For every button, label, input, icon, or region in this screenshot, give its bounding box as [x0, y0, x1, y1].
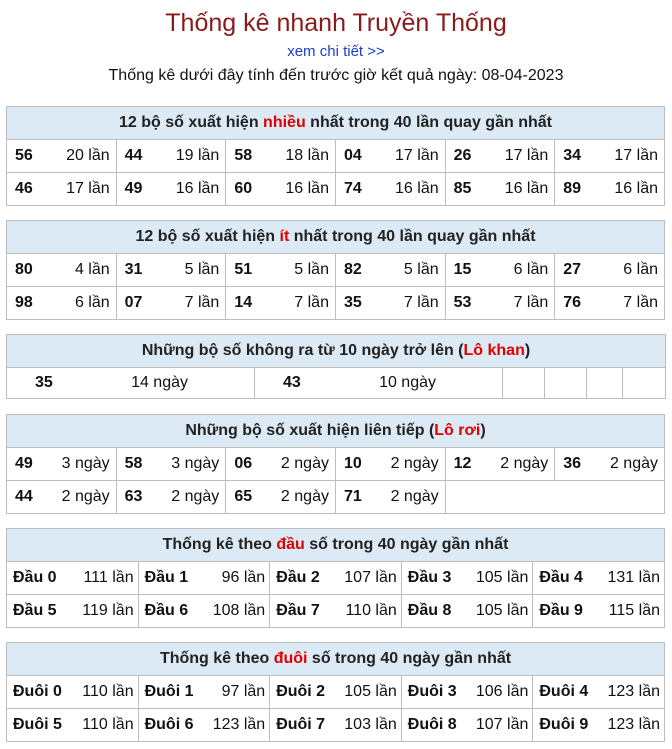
stat-key: Đuôi 2 — [276, 683, 326, 700]
stat-cell — [533, 595, 665, 628]
stat-value: 96 lần — [221, 569, 266, 586]
stat-cell — [226, 254, 336, 287]
stat-key: 58 — [124, 455, 143, 472]
stat-cell — [335, 140, 445, 173]
stat-key: Đầu 2 — [276, 569, 320, 586]
stat-cell — [226, 173, 336, 206]
stat-value: 16 lần — [395, 180, 439, 197]
stat-cell — [533, 562, 665, 595]
stat-cell — [555, 140, 665, 173]
stat-cell — [138, 709, 270, 742]
stat-cell — [445, 140, 555, 173]
stat-key: 14 — [234, 294, 253, 311]
stat-cell — [445, 173, 555, 206]
stat-key: 34 — [563, 147, 582, 164]
dau-stats-header: Thống kê theo đầu số trong 40 ngày gần nhất — [7, 529, 665, 562]
stat-value: 105 lần — [475, 602, 529, 619]
stat-value: 110 lần — [82, 716, 134, 733]
stat-key: Đầu 4 — [539, 569, 583, 586]
stat-value: 16 lần — [175, 180, 220, 197]
stat-value: 2 ngày — [280, 455, 329, 472]
lo-roi-header: Những bộ số xuất hiện liên tiếp (Lô rơi) — [7, 415, 665, 448]
stat-cell — [116, 448, 226, 481]
stat-key: 98 — [15, 294, 33, 311]
stat-cell — [7, 481, 117, 514]
stat-key: Đuôi 9 — [539, 716, 589, 733]
stat-cell — [445, 254, 555, 287]
stat-value: 2 ngày — [61, 488, 110, 505]
stat-key: Đầu 1 — [144, 569, 189, 586]
stat-value: 103 lần — [344, 716, 397, 733]
page-header — [0, 0, 672, 88]
stat-value: 111 lần — [83, 569, 134, 586]
stat-value: 105 lần — [344, 683, 397, 700]
stat-value: 2 ngày — [171, 488, 220, 505]
stat-value: 6 lần — [513, 261, 549, 278]
stat-value: 2 ngày — [390, 488, 439, 505]
empty-cell — [545, 368, 587, 399]
stat-cell — [335, 173, 445, 206]
least-frequent-header: 12 bộ số xuất hiện ít nhất trong 40 lần quay gần nhất — [7, 221, 665, 254]
lo-khan-item: 35 14 ngày — [7, 368, 255, 399]
lo-khan-table — [6, 334, 666, 399]
stat-value: 17 lần — [395, 147, 439, 164]
stat-key: Đầu 5 — [13, 602, 57, 619]
stat-key: 31 — [124, 261, 143, 278]
stat-key: 80 — [15, 261, 33, 278]
stat-value: 123 lần — [212, 716, 266, 733]
page-title: Thống kê nhanh Truyền Thống — [165, 9, 507, 37]
stat-cell — [116, 140, 226, 173]
stat-key: 10 — [343, 455, 362, 472]
stat-value: 123 lần — [607, 683, 660, 700]
stat-key: 85 — [453, 180, 472, 197]
stat-key: 51 — [234, 261, 253, 278]
stat-cell — [401, 562, 533, 595]
stat-key: 46 — [15, 180, 33, 197]
stat-value: 16 lần — [504, 180, 549, 197]
stat-key: Đầu 8 — [407, 602, 452, 619]
stat-cell — [7, 140, 117, 173]
stat-key: 49 — [15, 455, 33, 472]
stat-value: 7 lần — [623, 294, 658, 311]
stat-cell — [226, 140, 336, 173]
stat-key: Đuôi 3 — [407, 683, 457, 700]
stat-value: 2 ngày — [609, 455, 658, 472]
stat-value: 110 lần — [82, 683, 134, 700]
stat-cell — [7, 676, 139, 709]
stat-cell — [555, 287, 665, 320]
stat-value: 5 lần — [294, 261, 329, 278]
stat-value: 2 ngày — [500, 455, 549, 472]
stat-value: 6 lần — [623, 261, 658, 278]
empty-cell — [587, 368, 623, 399]
stat-cell — [116, 287, 226, 320]
stat-cell — [7, 595, 139, 628]
stat-value: 16 lần — [285, 180, 329, 197]
stat-value: 108 lần — [212, 602, 266, 619]
duoi-stats-table — [6, 642, 665, 742]
stat-key: 44 — [124, 147, 143, 164]
stat-value: 17 lần — [66, 180, 110, 197]
stat-cell — [555, 173, 665, 206]
stat-key: Đầu 9 — [539, 602, 583, 619]
stat-key: 82 — [343, 261, 362, 278]
stat-cell — [270, 709, 402, 742]
empty-cell — [445, 481, 664, 514]
stat-key: Đuôi 4 — [539, 683, 589, 700]
stat-value: 115 lần — [608, 602, 660, 619]
stat-key: Đầu 7 — [276, 602, 320, 619]
stat-cell — [555, 254, 665, 287]
least-frequent-table — [6, 220, 665, 320]
stat-value: 97 lần — [221, 683, 266, 700]
stat-value: 16 lần — [614, 180, 658, 197]
stat-value: 6 lần — [74, 294, 110, 311]
stat-value: 3 ngày — [61, 455, 110, 472]
stat-key: 74 — [343, 180, 362, 197]
stat-key: 04 — [343, 147, 362, 164]
stat-value: 106 lần — [475, 683, 529, 700]
stat-cell — [445, 448, 555, 481]
stat-key: Đầu 6 — [144, 602, 189, 619]
stat-key: 76 — [563, 294, 582, 311]
view-details-link[interactable]: xem chi tiết >> — [287, 43, 385, 60]
stat-value: 4 lần — [74, 261, 110, 278]
stat-key: 56 — [15, 147, 33, 164]
stat-cell — [226, 448, 336, 481]
lo-khan-item: 43 10 ngày — [255, 368, 503, 399]
stat-cell — [270, 676, 402, 709]
stat-cell — [7, 287, 117, 320]
empty-cell — [503, 368, 545, 399]
stat-value: 3 ngày — [171, 455, 220, 472]
stat-cell — [138, 562, 270, 595]
stat-key: 65 — [234, 488, 253, 505]
stat-key: Đuôi 8 — [407, 716, 457, 733]
stat-cell — [445, 287, 555, 320]
stat-value: 7 lần — [513, 294, 549, 311]
stat-cell — [7, 173, 117, 206]
stat-key: 07 — [124, 294, 143, 311]
stat-value: 107 lần — [344, 569, 397, 586]
stat-key: 71 — [343, 488, 362, 505]
stat-cell — [116, 481, 226, 514]
stat-key: 49 — [124, 180, 143, 197]
stat-cell — [335, 254, 445, 287]
stat-key: 15 — [453, 261, 472, 278]
stat-cell — [7, 254, 117, 287]
stat-key: 35 — [343, 294, 362, 311]
stat-cell — [270, 595, 402, 628]
stat-value: 105 lần — [475, 569, 529, 586]
stat-cell — [226, 481, 336, 514]
stat-key: 89 — [563, 180, 582, 197]
stat-key: 58 — [234, 147, 253, 164]
duoi-stats-header: Thống kê theo đuôi số trong 40 ngày gần nhất — [7, 643, 665, 676]
lo-khan-header: Những bộ số không ra từ 10 ngày trở lên (Lô khan) — [7, 335, 666, 368]
stat-value: 19 lần — [175, 147, 220, 164]
stat-value: 20 lần — [66, 147, 110, 164]
stat-cell — [138, 595, 270, 628]
stat-key: 36 — [563, 455, 582, 472]
stat-value: 7 lần — [294, 294, 329, 311]
stat-value: 2 ngày — [390, 455, 439, 472]
stat-cell — [401, 595, 533, 628]
stat-key: Đuôi 1 — [144, 683, 194, 700]
stat-cell — [226, 287, 336, 320]
stat-value: 119 lần — [82, 602, 134, 619]
stat-cell — [116, 173, 226, 206]
stat-value: 18 lần — [285, 147, 329, 164]
stat-cell — [401, 709, 533, 742]
dau-stats-table — [6, 528, 665, 628]
stat-cell — [138, 676, 270, 709]
stat-cell — [533, 676, 665, 709]
stat-key: Đuôi 6 — [144, 716, 194, 733]
stat-key: 06 — [234, 455, 253, 472]
page-subtitle: Thống kê dưới đây tính đến trước giờ kết quả ngày: 08-04-2023 — [108, 67, 564, 84]
stat-key: 26 — [453, 147, 472, 164]
stat-cell — [335, 448, 445, 481]
stat-value: 7 lần — [184, 294, 220, 311]
stat-value: 131 lần — [607, 569, 660, 586]
stat-key: 27 — [563, 261, 582, 278]
stat-cell — [270, 562, 402, 595]
most-frequent-table — [6, 106, 665, 206]
stat-value: 123 lần — [607, 716, 660, 733]
stat-cell — [7, 709, 139, 742]
stat-value: 7 lần — [403, 294, 439, 311]
stat-cell — [401, 676, 533, 709]
stat-key: 53 — [453, 294, 472, 311]
stat-cell — [7, 562, 139, 595]
stat-key: Đầu 0 — [13, 569, 57, 586]
stat-key: 12 — [453, 455, 472, 472]
stat-value: 5 lần — [184, 261, 220, 278]
most-frequent-header: 12 bộ số xuất hiện nhiều nhất trong 40 lần quay gần nhất — [7, 107, 665, 140]
stat-value: 17 lần — [614, 147, 658, 164]
stat-key: Đuôi 7 — [276, 716, 326, 733]
stat-value: 107 lần — [475, 716, 529, 733]
stat-key: 60 — [234, 180, 253, 197]
stat-key: 44 — [15, 488, 33, 505]
stat-key: Đuôi 0 — [13, 683, 62, 700]
lo-roi-table — [6, 414, 665, 514]
stat-key: Đuôi 5 — [13, 716, 62, 733]
stat-value: 5 lần — [403, 261, 439, 278]
stat-key: 63 — [124, 488, 143, 505]
stat-cell — [533, 709, 665, 742]
stat-value: 110 lần — [345, 602, 397, 619]
empty-cell — [623, 368, 666, 399]
stat-value: 17 lần — [504, 147, 549, 164]
stat-cell — [7, 448, 117, 481]
stat-value: 2 ngày — [280, 488, 329, 505]
stat-cell — [335, 481, 445, 514]
stat-cell — [555, 448, 665, 481]
stat-cell — [116, 254, 226, 287]
stat-cell — [335, 287, 445, 320]
stat-key: Đầu 3 — [407, 569, 452, 586]
